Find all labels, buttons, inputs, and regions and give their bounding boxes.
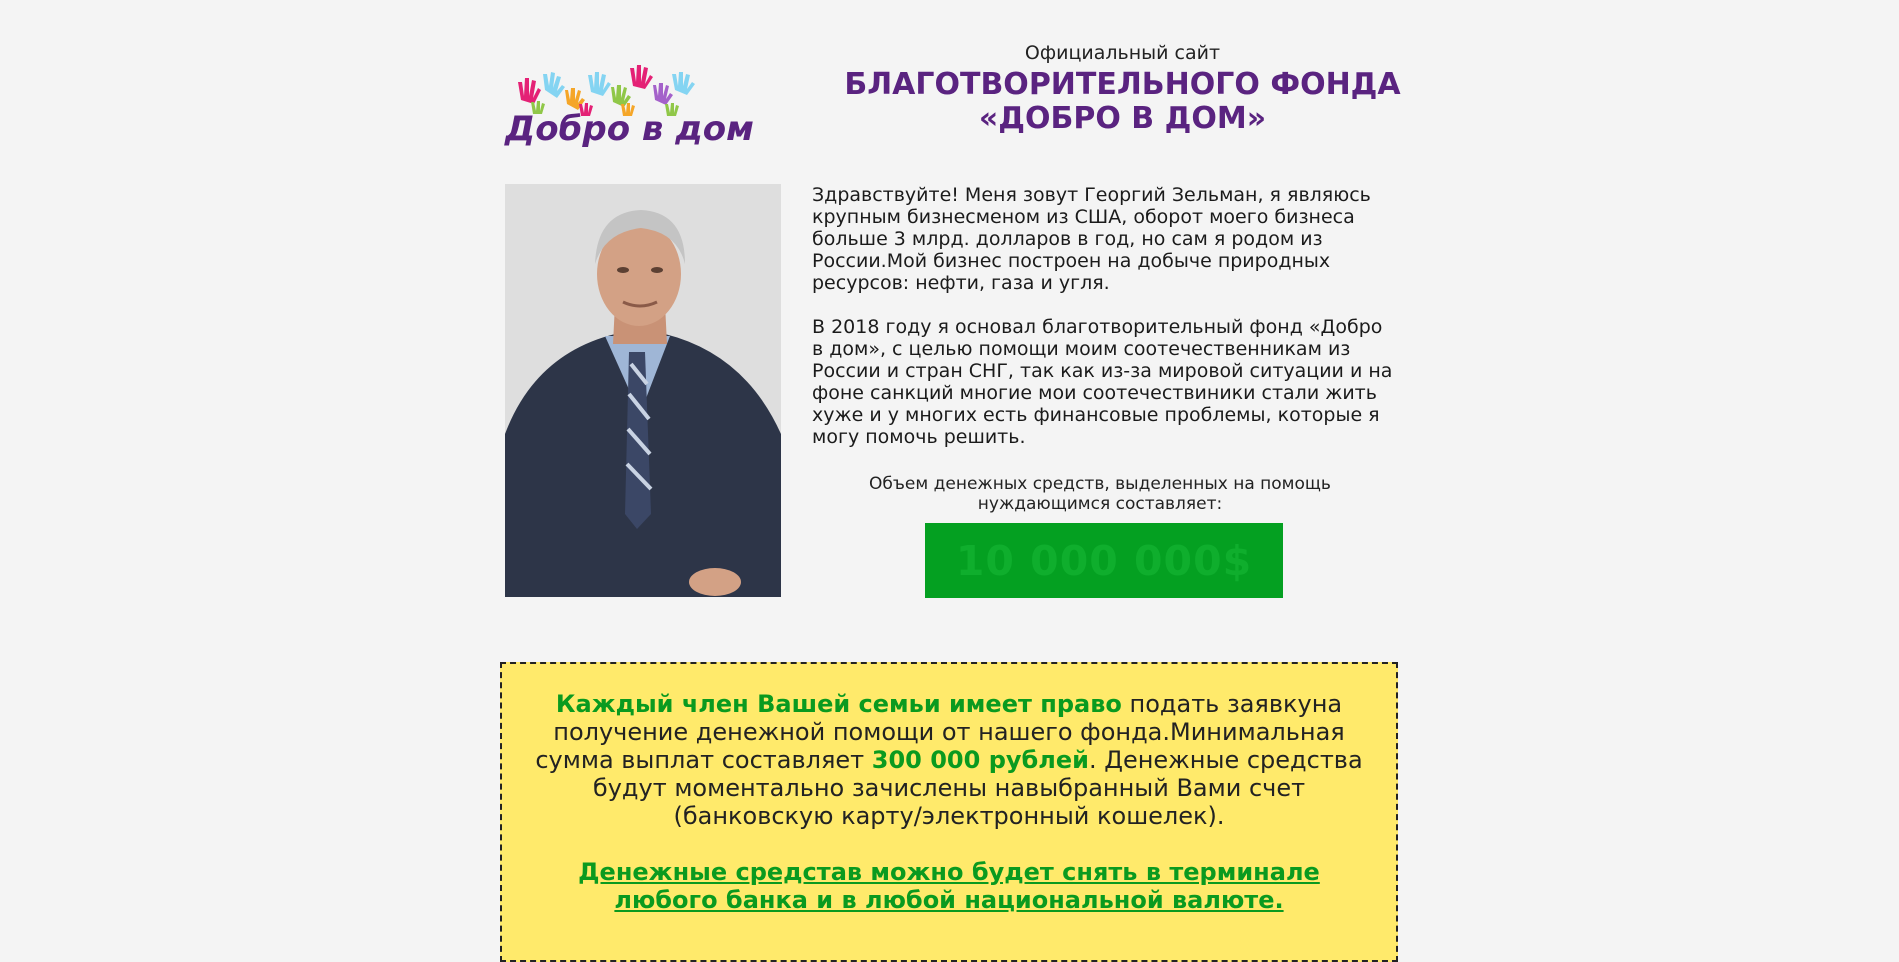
notice-text-part2: . Денежные средства будут моментально зачислены навыбранный Вами счет (банковскую карту/электронный кошелек). [592, 746, 1363, 830]
founder-photo [505, 184, 781, 597]
fund-title-line2: «ДОБРО В ДОМ» [978, 101, 1267, 136]
withdraw-info-link[interactable]: Денежные средстав можно будет снять в терминале любого банка и в любой национальной валюте. [578, 858, 1320, 914]
notice-text-part1: подать заявкуна получение денежной помощи от нашего фонда.Минимальная сумма выплат составляет [535, 690, 1345, 774]
intro-paragraph-2: В 2018 году я основал благотворительный фонд «Добро в дом», с целью помощи моим соотечественникам из России и стран СНГ, так как из-за мировой ситуации и на фоне санкций многие мои соотечествиники стали жить хуже и у многих есть финансовые проблемы, которые я могу помочь решить. [812, 316, 1393, 448]
intro-text [812, 184, 1397, 470]
site-header [800, 42, 1445, 136]
notice-highlight-sum: 300 000 рублей [871, 746, 1089, 774]
site-subtitle: Официальный сайт [1024, 42, 1221, 64]
intro-paragraph-1: Здравствуйте! Меня зовут Георгий Зельман, я являюсь крупным бизнесменом из США, оборот моего бизнеса больше 3 млрд. долларов в год, но сам я родом из России.Мой бизнес построен на добыче природных ресурсов: нефти, газа и угля. [812, 184, 1371, 294]
amount-counter [925, 523, 1283, 598]
notice-text [532, 690, 1366, 830]
logo-text: Добро в дом [505, 109, 754, 149]
founder-portrait [505, 184, 781, 597]
hands-logo-graphic [503, 42, 754, 149]
fund-logo[interactable] [503, 42, 754, 149]
notice-highlight-right: Каждый член Вашей семьи имеет право [555, 690, 1122, 718]
amount-label: Объем денежных средств, выделенных на помощь нуждающимся составляет: [869, 474, 1331, 514]
amount-value: 10 000 000$ [955, 536, 1253, 585]
fund-title-line1: БЛАГОТВОРИТЕЛЬНОГО ФОНДА [844, 67, 1401, 102]
notice-box [500, 662, 1398, 962]
